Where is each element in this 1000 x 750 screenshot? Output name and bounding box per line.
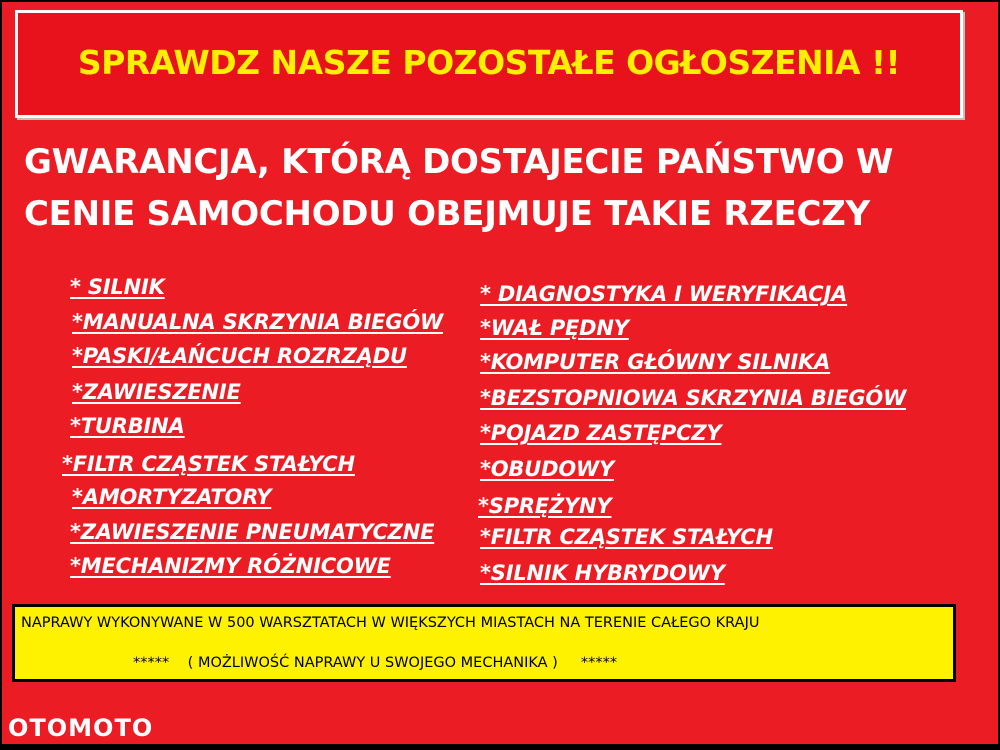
left-item: *TURBINA — [70, 414, 185, 438]
right-item: *WAŁ PĘDNY — [480, 316, 629, 340]
right-item: *SPRĘŻYNY — [478, 494, 612, 518]
left-item: *FILTR CZĄSTEK STAŁYCH — [62, 452, 355, 476]
notice-line-2: ***** ( MOŻLIWOŚĆ NAPRAWY U SWOJEGO MECHANIKA ) ***** — [133, 655, 618, 671]
left-item: *ZAWIESZENIE PNEUMATYCZNE — [70, 520, 435, 544]
left-item: *MANUALNA SKRZYNIA BIEGÓW — [72, 310, 443, 334]
right-item: *FILTR CZĄSTEK STAŁYCH — [480, 525, 773, 549]
headline-line-2: CENIE SAMOCHODU OBEJMUJE TAKIE RZECZY — [24, 194, 870, 234]
left-item: * SILNIK — [70, 275, 165, 299]
right-item: *OBUDOWY — [480, 457, 614, 481]
left-item: *MECHANIZMY RÓŻNICOWE — [70, 554, 391, 578]
left-item: *AMORTYZATORY — [72, 485, 272, 509]
repair-notice-box — [12, 604, 956, 682]
left-item: *ZAWIESZENIE — [72, 380, 241, 404]
notice-line-1: NAPRAWY WYKONYWANE W 500 WARSZTATACH W WIĘKSZYCH MIASTACH NA TERENIE CAŁEGO KRAJU — [21, 615, 760, 631]
promo-banner — [15, 10, 963, 118]
left-item: *PASKI/ŁAŃCUCH ROZRZĄDU — [72, 344, 407, 368]
right-item: *KOMPUTER GŁÓWNY SILNIKA — [480, 350, 831, 374]
advert-canvas — [2, 2, 998, 744]
right-item: *POJAZD ZASTĘPCZY — [480, 421, 722, 445]
right-item: * DIAGNOSTYKA I WERYFIKACJA — [480, 282, 848, 306]
right-item: *BEZSTOPNIOWA SKRZYNIA BIEGÓW — [480, 386, 907, 410]
headline-line-1: GWARANCJA, KTÓRĄ DOSTAJECIE PAŃSTWO W — [24, 142, 894, 182]
right-item: *SILNIK HYBRYDOWY — [480, 561, 725, 585]
otomoto-watermark: OTOMOTO — [8, 714, 154, 742]
banner-text: SPRAWDZ NASZE POZOSTAŁE OGŁOSZENIA !! — [77, 43, 901, 82]
